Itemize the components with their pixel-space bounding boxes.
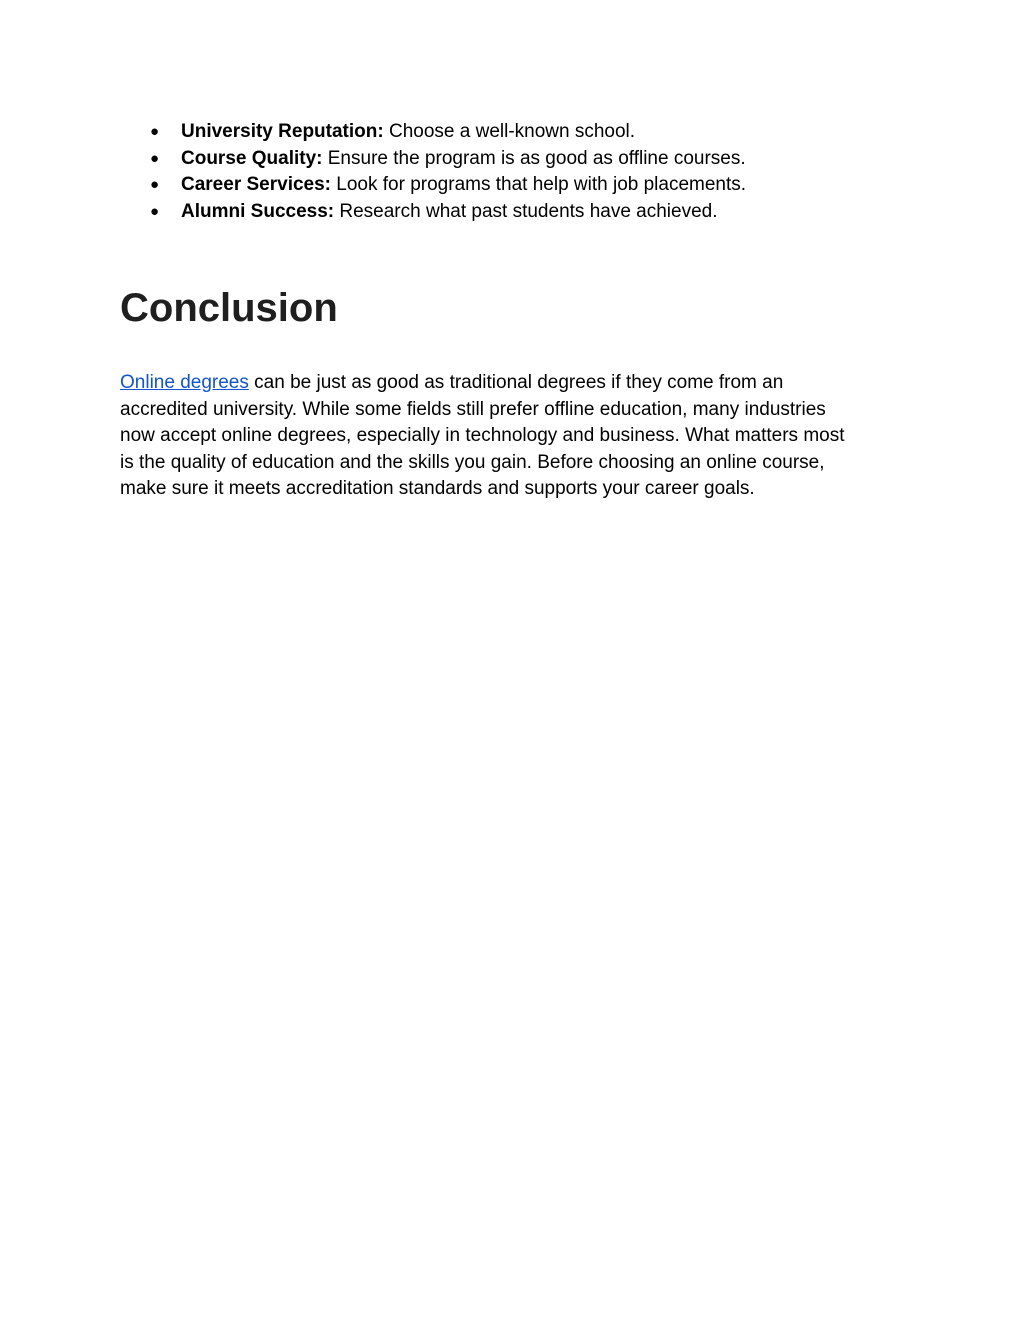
bullet-icon: ● <box>150 176 160 194</box>
conclusion-heading: Conclusion <box>120 286 338 330</box>
paragraph-line: make sure it meets accreditation standards and supports your career goals. <box>120 478 755 500</box>
list-item-text: Ensure the program is as good as offline courses. <box>322 147 746 169</box>
conclusion-paragraph <box>120 370 910 503</box>
list-item <box>150 119 930 146</box>
paragraph-line: now accept online degrees, especially in technology and business. What matters most <box>120 425 845 447</box>
list-item-text: Look for programs that help with job placements. <box>331 174 747 196</box>
list-item-term: Alumni Success: <box>181 200 335 222</box>
list-item-text: Choose a well-known school. <box>383 121 636 142</box>
paragraph-line <box>120 370 910 397</box>
paragraph-line: is the quality of education and the skills you gain. Before choosing an online course, <box>120 451 825 473</box>
list-item-text: Research what past students have achieved. <box>334 200 718 222</box>
paragraph-line: accredited university. While some fields still prefer offline education, many industries <box>120 398 826 420</box>
online-degrees-link[interactable]: Online degrees <box>120 372 249 393</box>
bullet-icon: ● <box>150 149 160 167</box>
list-item-term: University Reputation: <box>181 121 384 142</box>
bullet-icon: ● <box>150 123 160 140</box>
paragraph-line-text: can be just as good as traditional degrees if they come from an <box>248 372 784 393</box>
list-item-term: Course Quality: <box>181 147 323 169</box>
list-item <box>150 146 930 173</box>
list-item <box>150 172 930 199</box>
criteria-list <box>150 119 930 225</box>
bullet-icon: ● <box>150 202 160 220</box>
list-item <box>150 199 930 226</box>
list-item-term: Career Services: <box>181 174 331 196</box>
